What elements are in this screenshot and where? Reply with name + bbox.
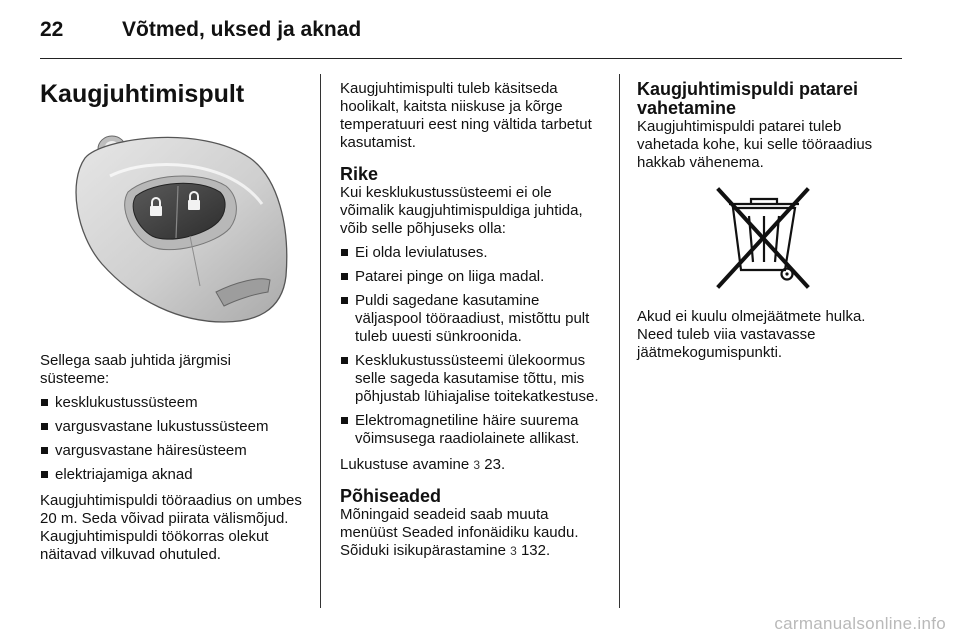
page-reference-icon: 3 [473,458,481,472]
intro-text: Sellega saab juhtida järgmisi süsteeme: [40,352,231,387]
battery-text: Kaugjuhtimispuldi patarei tuleb vahetada kohe, kui selle tööraadius hakkab vähenema. [637,118,873,171]
chapter-title: Võtmed, uksed ja aknad [122,18,362,41]
disposal-text: Akud ei kuulu olmejäätmete hulka. Need tuleb viia vastavasse jäätmekogumispunkti. [637,308,866,361]
reference-page[interactable]: 132. [520,542,551,559]
list-item: Elektromagnetiline häire suurema võimsusega raadiolainete allikast. [340,412,605,448]
basic-settings-body: Mõningaid seadeid saab muuta menüüst Seaded infonäidiku kaudu. Sõiduki isikupärastamine [340,506,579,559]
list-item: vargusvastane häiresüsteem [40,442,302,460]
care-text: Kaugjuhtimispulti tuleb käsitseda hoolikalt, kaitsta niiskuse ja kõrge temperatuuri eest ning vältida tarbetut kasutamist. [340,80,592,151]
basic-settings-text [340,506,605,560]
reference-page[interactable]: 23. [484,456,506,473]
list-item: Patarei pinge on liiga madal. [340,268,605,286]
section-title: Kaugjuhtimispult [40,80,245,108]
remote-key-fob-illustration [40,116,302,334]
crossed-out-wheelie-bin-icon [709,186,819,290]
fault-intro: Kui kesklukustussüsteemi ei ole võimalik kaugjuhtimispuldiga juhtida, võib selle põhjuseks olla: [340,184,583,237]
fault-title: Rike [340,164,379,184]
basic-settings-title: Põhiseaded [340,486,442,506]
range-text: Kaugjuhtimispuldi tööraadius on umbes 20 m. Seda võivad piirata välismõjud. Kaugjuhtimispuldi töökorras olekut näitavad vilkuvad ohutuled. [40,492,302,563]
battery-title: Kaugjuhtimispuldi patarei vahetamine [637,79,859,118]
column-fault-settings [340,80,605,560]
reference-text: Lukustuse avamine [340,456,470,473]
unlocking-reference [340,456,605,474]
column-remote-control [40,80,302,564]
column-divider [320,74,321,608]
list-item: Puldi sagedane kasutamine väljaspool tööraadiust, mistõttu pult tuleb uuesti sünkroonida. [340,292,605,346]
page-number: 22 [40,18,64,41]
list-item: kesklukustussüsteem [40,394,302,412]
list-item: Kesklukustussüsteemi ülekoormus selle sageda kasutamise tõttu, mis põhjustab lühiajalise toitekatkestuse. [340,352,605,406]
fault-list [340,244,605,448]
watermark: carmanualsonline.info [774,614,946,633]
list-item: elektriajamiga aknad [40,466,302,484]
list-item: Ei olda leviulatuses. [340,244,605,262]
system-list [40,394,302,484]
column-battery-replacement [637,80,902,362]
list-item: vargusvastane lukustussüsteem [40,418,302,436]
page-reference-icon: 3 [510,544,517,558]
page-header [40,18,902,59]
column-divider [619,74,620,608]
